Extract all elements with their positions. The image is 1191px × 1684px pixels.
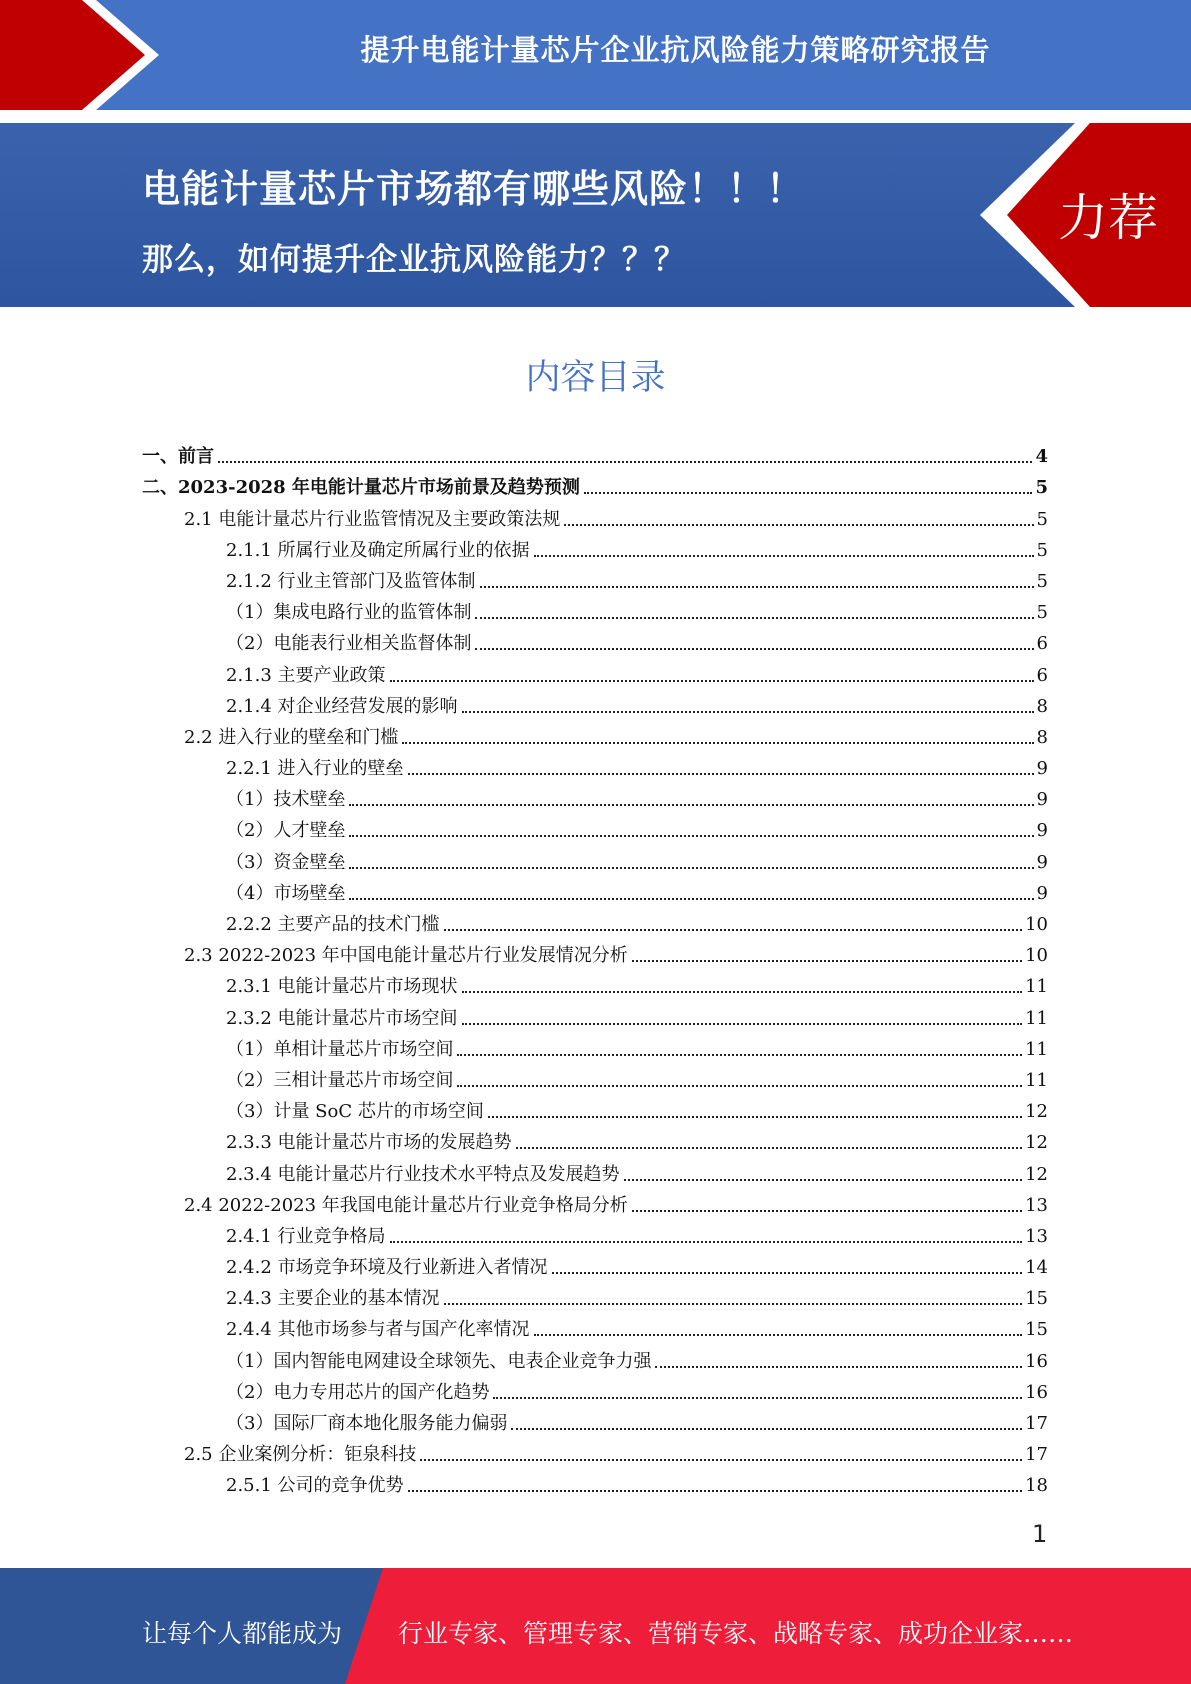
toc-entry[interactable] (142, 1248, 1048, 1279)
toc-entry-page: 16 (1025, 1350, 1048, 1372)
toc-entry[interactable] (142, 655, 1048, 686)
toc-leader (564, 524, 1033, 526)
toc-entry[interactable] (142, 1061, 1048, 1092)
toc-entry-label: （1）单相计量芯片市场空间 (226, 1038, 454, 1060)
toc-entry-page: 12 (1025, 1101, 1048, 1123)
toc-leader (624, 1179, 1023, 1181)
toc-entry-label: 2.1.2 行业主管部门及监管体制 (226, 570, 476, 592)
toc-leader (475, 617, 1033, 619)
toc-entry-page: 8 (1036, 726, 1048, 748)
toc-leader (493, 1397, 1022, 1399)
toc-entry[interactable] (142, 780, 1048, 811)
toc-entry-label: （3）资金壁垒 (226, 851, 346, 873)
toc-entry-page: 9 (1036, 820, 1048, 842)
toc-entry-page: 11 (1025, 1007, 1048, 1029)
toc-entry[interactable] (142, 593, 1048, 624)
toc-entry-label: （2）三相计量芯片市场空间 (226, 1069, 454, 1091)
toc-leader (349, 804, 1033, 806)
toc-entry-label: （4）市场壁垒 (226, 882, 346, 904)
toc-entry-label: 2.4 2022-2023 年我国电能计量芯片行业竞争格局分析 (184, 1194, 628, 1216)
toc-entry-label: 2.2 进入行业的壁垒和门槛 (184, 726, 399, 748)
toc-entry[interactable] (142, 687, 1048, 718)
toc-entry-label: （1）集成电路行业的监管体制 (226, 602, 472, 624)
toc-entry-page: 17 (1025, 1444, 1048, 1466)
toc-leader (349, 898, 1033, 900)
toc-entry-label: （1）国内智能电网建设全球领先、电表企业竞争力强 (226, 1350, 652, 1372)
toc-entry-label: 2.3.2 电能计量芯片市场空间 (226, 1007, 458, 1029)
toc-entry-label: 2.2.1 进入行业的壁垒 (226, 758, 404, 780)
toc-entry[interactable] (142, 998, 1048, 1029)
toc-entry-page: 12 (1025, 1132, 1048, 1154)
toc-entry-page: 11 (1025, 1069, 1048, 1091)
toc-entry-label: 2.1.3 主要产业政策 (226, 664, 386, 686)
toc-entry-label: （3）计量 SoC 芯片的市场空间 (226, 1101, 484, 1123)
toc-entry-page: 5 (1035, 477, 1048, 499)
toc-entry[interactable] (142, 499, 1048, 530)
toc-entry-label: 2.3.4 电能计量芯片行业技术水平特点及发展趋势 (226, 1163, 620, 1185)
toc-entry-page: 18 (1025, 1475, 1048, 1497)
toc-entry-page: 9 (1036, 851, 1048, 873)
toc-leader (511, 1428, 1022, 1430)
toc-entry-page: 16 (1025, 1381, 1048, 1403)
toc-entry[interactable] (142, 1404, 1048, 1435)
page-number: 1 (1032, 1520, 1048, 1548)
toc-entry[interactable] (142, 1466, 1048, 1497)
toc-leader (408, 773, 1034, 775)
toc-entry-page: 15 (1025, 1319, 1048, 1341)
toc-leader (552, 1272, 1023, 1274)
toc-entry-label: （2）人才壁垒 (226, 820, 346, 842)
toc-entry-page: 15 (1025, 1288, 1048, 1310)
toc-entry-label: 2.3.1 电能计量芯片市场现状 (226, 976, 458, 998)
toc-entry-label: （3）国际厂商本地化服务能力偏弱 (226, 1413, 508, 1434)
toc-entry[interactable] (142, 562, 1048, 593)
toc-leader (516, 1147, 1023, 1149)
toc-entry[interactable] (142, 1123, 1048, 1154)
toc-entry-page: 5 (1036, 539, 1048, 561)
toc-entry-page: 4 (1035, 446, 1048, 468)
toc-entry-page: 12 (1025, 1163, 1048, 1185)
toc-leader (480, 586, 1034, 588)
toc-entry[interactable] (142, 1092, 1048, 1123)
toc-entry[interactable] (142, 749, 1048, 780)
toc-entry[interactable] (142, 718, 1048, 749)
toc-entry-label: 一、前言 (142, 446, 214, 468)
toc-leader (349, 835, 1033, 837)
toc-entry-page: 13 (1025, 1194, 1048, 1216)
toc-entry-label: （2）电力专用芯片的国产化趋势 (226, 1381, 490, 1403)
toc-leader (390, 1241, 1023, 1243)
toc-leader (534, 1334, 1023, 1336)
footer-slogan-right: 行业专家、管理专家、营销专家、战略专家、成功企业家…… (398, 1619, 1074, 1648)
toc-leader (402, 742, 1033, 744)
toc-entry-page: 10 (1025, 914, 1048, 935)
toc-entry[interactable] (142, 531, 1048, 562)
toc-leader (462, 711, 1034, 713)
toc-entry[interactable] (142, 874, 1048, 905)
toc-entry[interactable] (142, 1435, 1048, 1466)
toc-leader (457, 1085, 1022, 1087)
report-title: 提升电能计量芯片企业抗风险能力策略研究报告 (360, 33, 991, 67)
toc-entry-page: 14 (1025, 1257, 1048, 1279)
toc-entry-label: 2.4.1 行业竞争格局 (226, 1225, 386, 1247)
toc-entry-label: 2.3.3 电能计量芯片市场的发展趋势 (226, 1132, 512, 1154)
toc-entry[interactable] (142, 1341, 1048, 1372)
toc-entry[interactable] (142, 1373, 1048, 1404)
toc-entry-label: 2.2.2 主要产品的技术门槛 (226, 914, 440, 935)
toc-entry-label: 2.4.2 市场竞争环境及行业新进入者情况 (226, 1257, 548, 1279)
toc-entry-page: 8 (1036, 695, 1048, 717)
toc-entry[interactable] (142, 624, 1048, 655)
toc-entry[interactable] (142, 1217, 1048, 1248)
toc-entry-page: 5 (1036, 570, 1048, 592)
toc-leader (462, 1023, 1023, 1025)
toc-leader (390, 680, 1034, 682)
banner-headline: 电能计量芯片市场都有哪些风险！！！ (142, 167, 806, 211)
toc-entry-page: 5 (1036, 508, 1048, 530)
toc-entry[interactable] (142, 468, 1048, 499)
toc-entry-label: 2.1.4 对企业经营发展的影响 (226, 695, 458, 717)
toc-entry-page: 6 (1036, 664, 1048, 686)
toc-entry[interactable] (142, 811, 1048, 842)
toc-entry[interactable] (142, 1279, 1048, 1310)
toc-entry-page: 5 (1036, 602, 1048, 624)
toc-entry-label: 2.5.1 公司的竞争优势 (226, 1475, 404, 1497)
toc-entry-page: 9 (1036, 789, 1048, 811)
toc-leader (655, 1366, 1022, 1368)
toc-entry-label: 2.1.1 所属行业及确定所属行业的依据 (226, 539, 530, 561)
toc-entry[interactable] (142, 905, 1048, 936)
toc-entry-label: （1）技术壁垒 (226, 789, 346, 811)
toc-entry-page: 9 (1036, 882, 1048, 904)
toc-entry-label: 2.3 2022-2023 年中国电能计量芯片行业发展情况分析 (184, 945, 628, 967)
toc-entry-label: 2.4.4 其他市场参与者与国产化率情况 (226, 1319, 530, 1341)
toc-entry-label: 2.4.3 主要企业的基本情况 (226, 1288, 440, 1310)
toc-entry-label: 2.5 企业案例分析：钜泉科技 (184, 1444, 417, 1466)
toc-entry-label: 2.1 电能计量芯片行业监管情况及主要政策法规 (184, 508, 561, 530)
footer-slogan-left: 让每个人都能成为 (142, 1619, 343, 1648)
toc-heading: 内容目录 (525, 358, 666, 398)
toc-entry[interactable] (142, 936, 1048, 967)
toc-leader (218, 461, 1032, 463)
toc-entry[interactable] (142, 1310, 1048, 1341)
toc-entry[interactable] (142, 967, 1048, 998)
toc-entry-label: 二、2023-2028 年电能计量芯片市场前景及趋势预测 (142, 477, 580, 499)
toc-entry[interactable] (142, 437, 1048, 468)
toc-leader (349, 867, 1033, 869)
toc-leader (534, 555, 1034, 557)
toc-leader (444, 1303, 1023, 1305)
banner-subheadline: 那么，如何提升企业抗风险能力？？？ (142, 242, 686, 278)
toc-entry[interactable] (142, 1186, 1048, 1217)
toc-leader (488, 1116, 1022, 1118)
toc-entry-page: 10 (1025, 945, 1048, 967)
toc-entry-page: 13 (1025, 1225, 1048, 1247)
toc-entry-page: 11 (1025, 976, 1048, 998)
toc-leader (584, 492, 1033, 494)
toc-leader (444, 929, 1023, 931)
toc-entry-page: 17 (1025, 1413, 1048, 1434)
recommend-badge: 力荐 (1058, 189, 1158, 247)
toc-leader (632, 960, 1022, 962)
toc-entry[interactable] (142, 842, 1048, 873)
toc-leader (457, 1054, 1022, 1056)
toc-leader (420, 1459, 1022, 1461)
toc-entry-page: 6 (1036, 633, 1048, 655)
toc-entry[interactable] (142, 1154, 1048, 1185)
toc-entry-page: 9 (1036, 758, 1048, 780)
toc-leader (632, 1210, 1022, 1212)
toc-leader (462, 991, 1023, 993)
toc-leader (408, 1490, 1023, 1492)
toc-leader (475, 648, 1033, 650)
toc-entry-page: 11 (1025, 1038, 1048, 1060)
toc-list (142, 437, 1048, 1497)
toc-entry[interactable] (142, 1030, 1048, 1061)
toc-entry-label: （2）电能表行业相关监督体制 (226, 633, 472, 655)
